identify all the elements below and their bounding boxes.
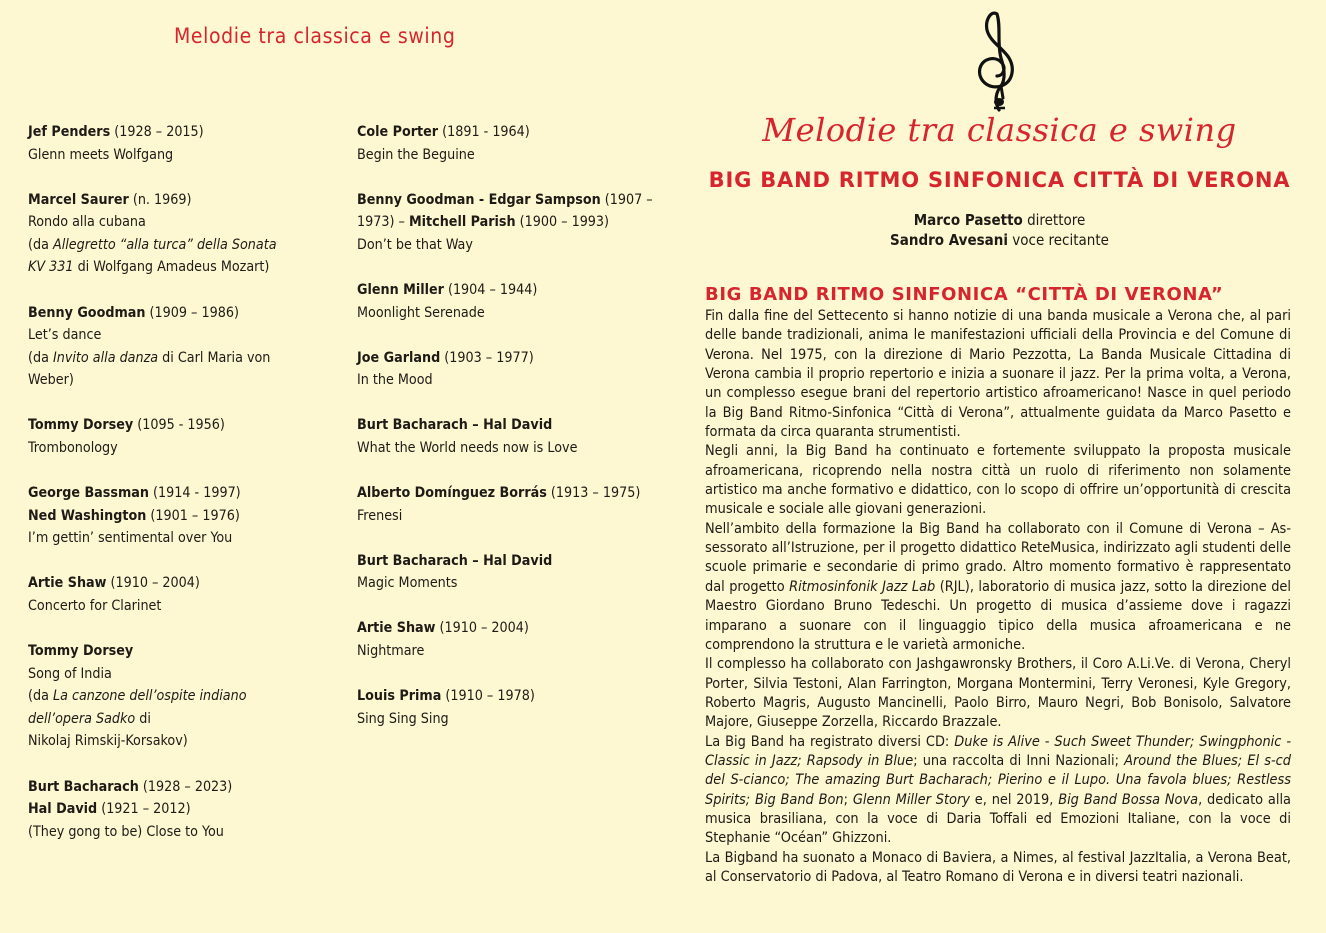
- credit-role: voce recitante: [1008, 231, 1109, 249]
- program-line: [357, 234, 647, 257]
- bold-text: Burt Bacharach: [28, 778, 139, 795]
- italic-text: KV 331: [28, 259, 74, 276]
- bold-text: Artie Shaw: [28, 575, 107, 592]
- program-line: [28, 685, 318, 708]
- program-line: [357, 302, 647, 325]
- program-line: [28, 595, 318, 618]
- text: Don’t be that Way: [357, 236, 473, 253]
- text: (1910 – 1978): [441, 688, 535, 705]
- program-line: [357, 279, 647, 302]
- text: (1904 – 1944): [443, 281, 538, 298]
- text: Begin the Beguine: [357, 146, 475, 163]
- program-line: [357, 347, 647, 370]
- italic-text: dell’opera Sadko: [28, 710, 136, 727]
- text: (1913 – 1975): [546, 485, 641, 502]
- text: (1900 – 1993): [515, 214, 610, 231]
- program-line: [28, 505, 318, 528]
- text: Magic Moments: [357, 575, 458, 592]
- program-line: [357, 640, 647, 663]
- bold-text: Louis Prima: [357, 688, 442, 705]
- bold-text: Artie Shaw: [357, 620, 436, 637]
- program-line: [28, 369, 318, 392]
- text: (1910 – 2004): [106, 575, 200, 592]
- program-entry: [28, 776, 318, 844]
- program-line: [28, 144, 318, 167]
- program-entry: [357, 189, 653, 257]
- text: (1914 - 1997): [148, 485, 241, 502]
- program-line: [357, 437, 647, 460]
- program-line: [357, 685, 647, 708]
- program-line: [28, 730, 318, 753]
- bio-paragraph: [705, 307, 1291, 442]
- bold-text: Jef Penders: [28, 124, 111, 140]
- program-line: [28, 821, 318, 844]
- text: Il complesso ha collaborato con Jashgawronsky Brothers, il Coro A.Li.Ve. di Verona, Cheryl Porter, Silvia Testoni, Alan Farrington, Morgana Montermini, Terry Veronesi, Kyle Gregory, Roberto Magris, Augusto Mancinelli, Paolo Birro, Mauro Negri, Bob Bonisolo, Salvatore Majore, Giuseppe Zorzella, Riccardo Brazzale.: [705, 656, 1291, 731]
- left-page-title: Melodie tra classica e swing: [174, 24, 456, 48]
- bio-paragraph: [705, 442, 1291, 519]
- program-line: [357, 550, 647, 573]
- text: di: [135, 710, 151, 727]
- bold-text: Cole Porter: [357, 124, 439, 140]
- band-biography: [705, 307, 1291, 887]
- text: La Bigband ha suonato a Monaco di Baviera, a Nimes, al festival JazzItalia, a Verona Beat, al Conservatorio di Padova, al Teatro Romano di Verona e in diversi teatri nazionali.: [705, 849, 1291, 885]
- text: ; una raccolta di Inni Nazionali;: [913, 752, 1125, 769]
- text: di Wolfgang Amadeus Mozart): [73, 259, 270, 276]
- bold-text: Tommy Dorsey: [28, 643, 134, 660]
- right-page: [663, 0, 1326, 933]
- italic-text: Big Band Bossa Nova: [1058, 791, 1199, 808]
- program-line: [28, 708, 318, 731]
- text: I’m gettin’ sentimental over You: [28, 530, 233, 547]
- bold-text: George Bassman: [28, 485, 149, 502]
- text: di Carl Maria von: [158, 349, 271, 366]
- text: Song of India: [28, 665, 112, 682]
- program-line: [28, 437, 318, 460]
- text: (n. 1969): [128, 191, 192, 208]
- credit-name: Sandro Avesani: [890, 231, 1008, 249]
- bold-text: Hal David: [28, 801, 98, 818]
- text: Negli anni, la Big Band ha continuato e fortemente sviluppato la proposta musicale afroamericana, ricoprendo nella nostra città un ruolo di riferimento non solamente artistico ma anche formativo e didattico, con lo scopo di offrire un’opportunità di crescita musicale e sociale alle giovani generazioni.: [705, 443, 1291, 518]
- program-entry: [357, 121, 647, 166]
- program-line: [357, 505, 647, 528]
- program-line: [357, 617, 647, 640]
- program-line: [357, 121, 647, 144]
- program-entry: [357, 414, 647, 459]
- program-line: [28, 776, 318, 799]
- bio-paragraph: [705, 655, 1291, 732]
- text: (1928 – 2023): [138, 778, 233, 795]
- treble-clef-icon: [961, 6, 1035, 112]
- program-line: [357, 369, 647, 392]
- text: Rondo alla cubana: [28, 214, 146, 231]
- credits: [663, 210, 1326, 250]
- program-line: [357, 708, 647, 731]
- bio-paragraph: [705, 733, 1291, 849]
- credit-name: Marco Pasetto: [913, 211, 1023, 229]
- text: (1901 – 1976): [146, 507, 240, 524]
- program-line: [28, 663, 318, 686]
- text: La Big Band ha registrato diversi CD:: [705, 733, 955, 750]
- program-line: [28, 121, 318, 144]
- text: Nikolaj Rimskij-Korsakov): [28, 733, 188, 750]
- program-line: [28, 482, 318, 505]
- text: (da: [28, 688, 53, 705]
- text: (1909 – 1986): [145, 304, 239, 321]
- text: Frenesi: [357, 507, 403, 524]
- text: 1973) –: [357, 214, 409, 231]
- program-line: [28, 527, 318, 550]
- text: Trombonology: [28, 440, 118, 457]
- text: Nell’ambito della formazione la Big Band ha collaborato con il Comune di Verona – Assessorato all’Istruzione, per il progetto didattico ReteMusica, indirizzato agli studenti delle scuole primarie e secondarie di primo grado. Altro momento formativo è rappresentato dal progetto: [705, 520, 1291, 595]
- program-entry: [357, 685, 647, 730]
- text: e, nel 2019,: [969, 791, 1059, 808]
- italic-text: Glenn Miller Story: [852, 791, 970, 808]
- band-title: BIG BAND RITMO SINFONICA CITTÀ DI VERONA: [708, 168, 1291, 192]
- text: (1910 – 2004): [435, 620, 529, 637]
- text: Sing Sing Sing: [357, 710, 449, 727]
- text: Moonlight Serenade: [357, 304, 485, 321]
- program-line: [357, 482, 647, 505]
- program-entry: [357, 482, 647, 527]
- program-line: [357, 189, 653, 212]
- program-column-1: [28, 121, 318, 866]
- text: , dedicato alla musica brasiliana, con la voce di Daria Toffali ed Emozioni Italiane, con la voce di Stephanie “Océan” Ghizzoni.: [705, 791, 1291, 847]
- italic-text: Duke is Alive - Such Sweet Thunder; Swingphonic - Classic in Jazz; Rapsody in Blue: [705, 733, 1291, 769]
- bold-text: Tommy Dorsey: [28, 417, 134, 434]
- program-line: [357, 572, 647, 595]
- text: (1891 - 1964): [438, 124, 530, 140]
- program-entry: [28, 189, 318, 279]
- program-line: [28, 347, 318, 370]
- text: (1095 - 1956): [133, 417, 225, 434]
- program-line: [28, 211, 318, 234]
- program-line: [28, 798, 318, 821]
- program-entry: [28, 482, 318, 550]
- bold-text: Ned Washington: [28, 507, 147, 524]
- bold-text: Benny Goodman: [28, 304, 146, 321]
- italic-text: Around the Blues; El s-cd del S-cianco; The amazing Burt Bacharach; Pierino e il Lupo. Una favola blues; Restless Spirits; Big Band Bon: [705, 752, 1291, 808]
- bold-text: Marcel Saurer: [28, 191, 129, 208]
- program-line: [28, 414, 318, 437]
- text: (1903 – 1977): [440, 349, 534, 366]
- bold-text: Mitchell Parish: [408, 214, 516, 231]
- program-entry: [357, 550, 647, 595]
- program-entry: [28, 302, 318, 392]
- bold-text: Alberto Domínguez Borrás: [357, 485, 547, 502]
- text: (1907 –: [600, 191, 653, 208]
- text: Concerto for Clarinet: [28, 598, 162, 614]
- program-line: [28, 572, 318, 595]
- bio-paragraph: [705, 849, 1291, 888]
- program-line: [28, 234, 318, 257]
- program-line: [357, 211, 647, 234]
- program-column-2: [357, 121, 653, 753]
- credit-role: direttore: [1022, 211, 1086, 229]
- italic-text: La canzone dell’ospite indiano: [52, 688, 247, 705]
- program-line: [357, 414, 647, 437]
- text: (They gong to be) Close to You: [28, 823, 224, 840]
- program-entry: [28, 640, 318, 753]
- program-entry: [357, 347, 647, 392]
- program-entry: [28, 572, 318, 617]
- text: Glenn meets Wolfgang: [28, 146, 174, 163]
- text: Fin dalla fine del Settecento si hanno notizie di una banda musicale a Verona che, al pari delle bande tradizionali, anima le manifestazioni ufficiali della Provincia e del Comune di Verona. Nel 1975, con la direzione di Mario Pezzotta, La Banda Musicale Cittadina di Verona cambia il proprio repertorio e inizia a suonare il jazz. Per la prima volta, a Verona, un complesso esegue brani del repertorio artistico afroamericano! Nasce in quel periodo la Big Band Ritmo-Sinfonica “Città di Verona”, attualmente guidata da Marco Pasetto e formata da circa quaranta strumentisti.: [705, 308, 1291, 441]
- text: (1921 – 2012): [97, 801, 191, 818]
- program-entry: [357, 279, 647, 324]
- program-line: [28, 302, 318, 325]
- program-line: [357, 144, 647, 167]
- bio-paragraph: [705, 520, 1291, 655]
- text: What the World needs now is Love: [357, 439, 578, 456]
- text: (RJL), laboratorio di musica jazz, sotto la direzione del Maestro Giordano Bruno Tedeschi. Un progetto di musica d’assieme dove i ragazzi imparano a suonare con il linguaggio tipico della musica afroamericana e ne comprendono la struttura e le varietà armoniche.: [705, 578, 1291, 653]
- text: In the Mood: [357, 372, 433, 389]
- italic-text: Allegretto “alla turca” della Sonata: [52, 236, 277, 253]
- bold-text: Benny Goodman - Edgar Sampson: [357, 191, 601, 208]
- text: (da: [28, 349, 53, 366]
- bold-text: Burt Bacharach – Hal David: [357, 417, 553, 434]
- script-title: Melodie tra classica e swing: [762, 111, 1237, 149]
- italic-text: Ritmosinfonik Jazz Lab: [789, 578, 936, 595]
- program-line: [28, 324, 318, 347]
- text: Let’s dance: [28, 327, 102, 344]
- bold-text: Glenn Miller: [357, 281, 444, 298]
- text: ;: [843, 791, 853, 808]
- text: (1928 – 2015): [110, 124, 204, 140]
- credit-director: [663, 210, 1326, 230]
- program-entry: [357, 617, 647, 662]
- text: Weber): [28, 372, 74, 389]
- italic-text: Invito alla danza: [52, 349, 159, 366]
- program-line: [28, 640, 318, 663]
- credit-narrator: [663, 230, 1326, 250]
- program-line: [28, 256, 318, 279]
- program-entry: [28, 414, 318, 459]
- bold-text: Joe Garland: [357, 349, 441, 366]
- program-line: [28, 189, 318, 212]
- bold-text: Burt Bacharach – Hal David: [357, 552, 553, 569]
- program-entry: [28, 121, 318, 166]
- text: Nightmare: [357, 643, 425, 659]
- text: (da: [28, 236, 53, 253]
- section-title: BIG BAND RITMO SINFONICA “CITTÀ DI VERONA”: [705, 284, 1224, 305]
